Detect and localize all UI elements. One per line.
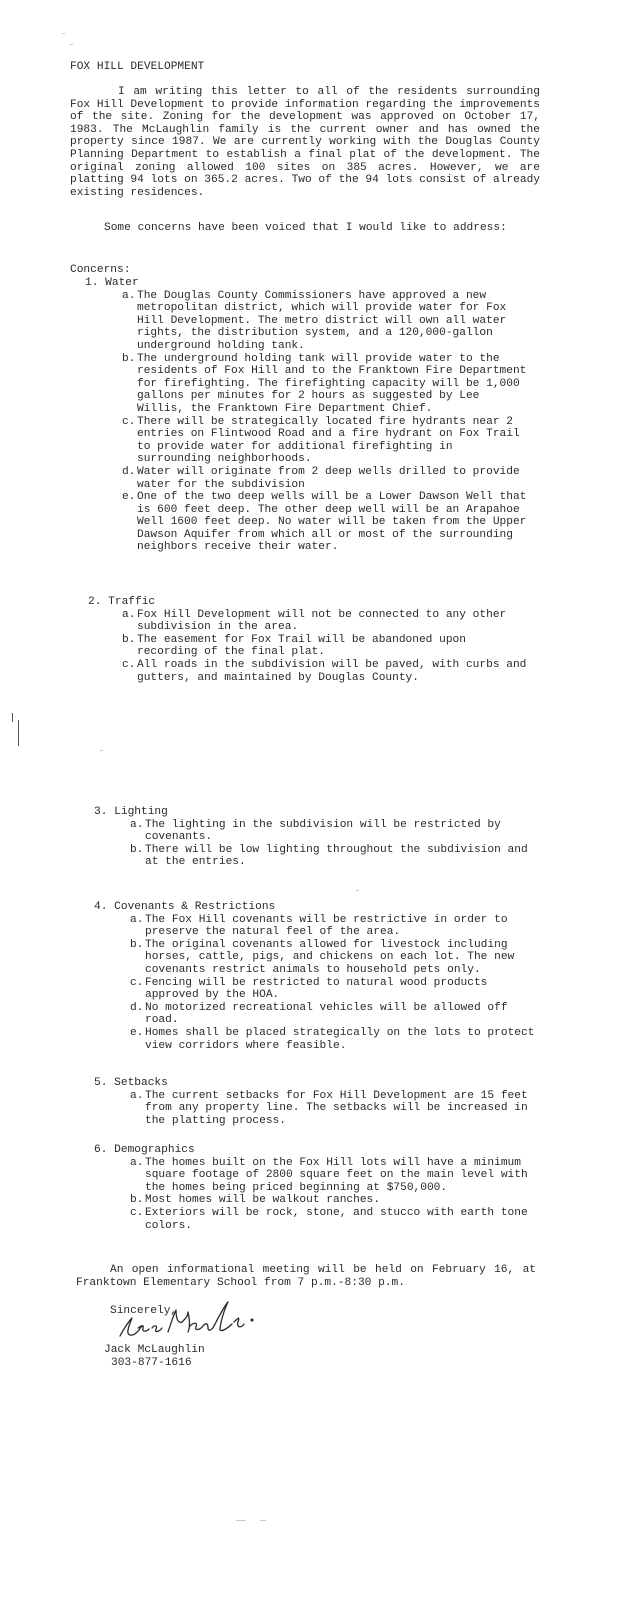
scan-speck (356, 890, 359, 891)
section-heading: 4. Covenants & Restrictions (94, 901, 276, 913)
list-item: a. The Fox Hill covenants will be restrictive in order to preserve the natural feel of the area. (130, 913, 508, 939)
scan-speck (100, 750, 103, 751)
section-items (130, 1090, 540, 1128)
list-item: c. Fencing will be restricted to natural wood products approved by the HOA. (130, 976, 488, 1002)
list-item: b. The original covenants allowed for livestock including horses, cattle, pigs, and chickens on each lot. The new covenants restrict animals to household pets only. (130, 938, 515, 976)
list-item: b. The easement for Fox Trail will be abandoned upon recording of the final plat. (122, 633, 466, 659)
section-heading: 2. Traffic (88, 596, 156, 608)
list-item: d. Water will originate from 2 deep wells drilled to provide water for the subdivision (122, 465, 520, 491)
section-lighting (94, 806, 549, 869)
scan-speck (236, 1520, 246, 1521)
section-covenants (94, 901, 549, 1052)
list-item: b. Most homes will be walkout ranches. (130, 1194, 380, 1207)
list-item: a. The current setbacks for Fox Hill Development are 15 feet from any property line. The setbacks will be increased in the platting process. (130, 1089, 528, 1127)
section-demographics (94, 1144, 549, 1232)
list-item: c. There will be strategically located fire hydrants near 2 entries on Flintwood Road and a fire hydrant on Fox Trail to provide water for additional firefighting in surrounding neighborhoods. (122, 415, 520, 466)
list-item: a. Fox Hill Development will not be connected to any other subdivision in the area. (122, 608, 507, 634)
section-items (130, 914, 540, 1053)
list-item: c. Exteriors will be rock, stone, and stucco with earth tone colors. (130, 1206, 528, 1232)
scan-speck (260, 1520, 266, 1521)
section-traffic (88, 596, 543, 684)
scan-speck (62, 33, 65, 34)
list-item: d. No motorized recreational vehicles will be allowed off road. (130, 1001, 508, 1027)
intro-paragraph (70, 86, 540, 199)
phone-number: 303-877-1616 (111, 1357, 192, 1369)
section-items (122, 609, 532, 685)
intro-text: I am writing this letter to all of the residents surrounding Fox Hill Development to provide information regarding the improvements of the site. Zoning for the development was approved on October 17, 1983. The McLaughlin family is the current owner and has owned the property since 1987. We are currently working with the Douglas County Planning Department to establish a final plat of the development. The original zoning allowed 100 sites on 385 acres. However, we are platting 94 lots on 365.2 acres. Two of the 94 lots consist of already existing residences. (70, 86, 540, 199)
section-items (130, 819, 540, 869)
section-items (122, 290, 532, 554)
closing-text: An open informational meeting will be held on February 16, at Franktown Elementary School from 7 p.m.-8:30 p.m. (76, 1264, 536, 1289)
list-item: a. The lighting in the subdivision will be restricted by covenants. (130, 818, 501, 844)
scan-mark (18, 720, 19, 746)
handwritten-signature-icon (116, 1298, 256, 1346)
section-items (130, 1157, 540, 1233)
list-item: b. There will be low lighting throughout the subdivision and at the entries. (130, 843, 528, 869)
list-item: a. The homes built on the Fox Hill lots will have a minimum square footage of 2800 square feet on the main level with the homes being priced beginning at $750,000. (130, 1156, 528, 1194)
list-item: e. Homes shall be placed strategically on the lots to protect view corridors where feasible. (130, 1026, 535, 1052)
list-item: a. The Douglas County Commissioners have approved a new metropolitan district, which will provide water for Fox Hill Development. The metro district will own all water rights, the distribution system, and a 120,000-gallon underground holding tank. (122, 289, 507, 352)
concerns-intro-paragraph (70, 222, 540, 235)
scan-speck (70, 44, 73, 45)
concerns-intro-text: Some concerns have been voiced that I would like to address: (104, 222, 507, 234)
signoff: Sincerely, (110, 1305, 178, 1317)
list-item: c. All roads in the subdivision will be paved, with curbs and gutters, and maintained by Douglas County. (122, 658, 527, 684)
section-water (85, 277, 540, 554)
section-heading: 3. Lighting (94, 806, 168, 818)
section-heading: 6. Demographics (94, 1144, 195, 1156)
signatory-name: Jack McLaughlin (104, 1344, 205, 1356)
scan-mark (12, 713, 13, 722)
section-heading: 1. Water (85, 277, 139, 289)
section-setbacks (94, 1077, 549, 1127)
closing-paragraph (76, 1264, 536, 1289)
section-heading: 5. Setbacks (94, 1077, 168, 1089)
letter-title: FOX HILL DEVELOPMENT (70, 61, 205, 73)
concerns-heading: Concerns: (70, 264, 131, 276)
list-item: b. The underground holding tank will provide water to the residents of Fox Hill and to the Franktown Fire Department for firefighting. The firefighting capacity will be 1,000 gallons per minutes for 2 hours as suggested by Lee Willis, the Franktown Fire Department Chief. (122, 352, 527, 415)
list-item: e. One of the two deep wells will be a Lower Dawson Well that is 600 feet deep. The other deep well will be an Arapahoe Well 1600 feet deep. No water will be taken from the Upper Dawson Aquifer from which all or most of the surrounding neighbors receive their water. (122, 491, 527, 554)
